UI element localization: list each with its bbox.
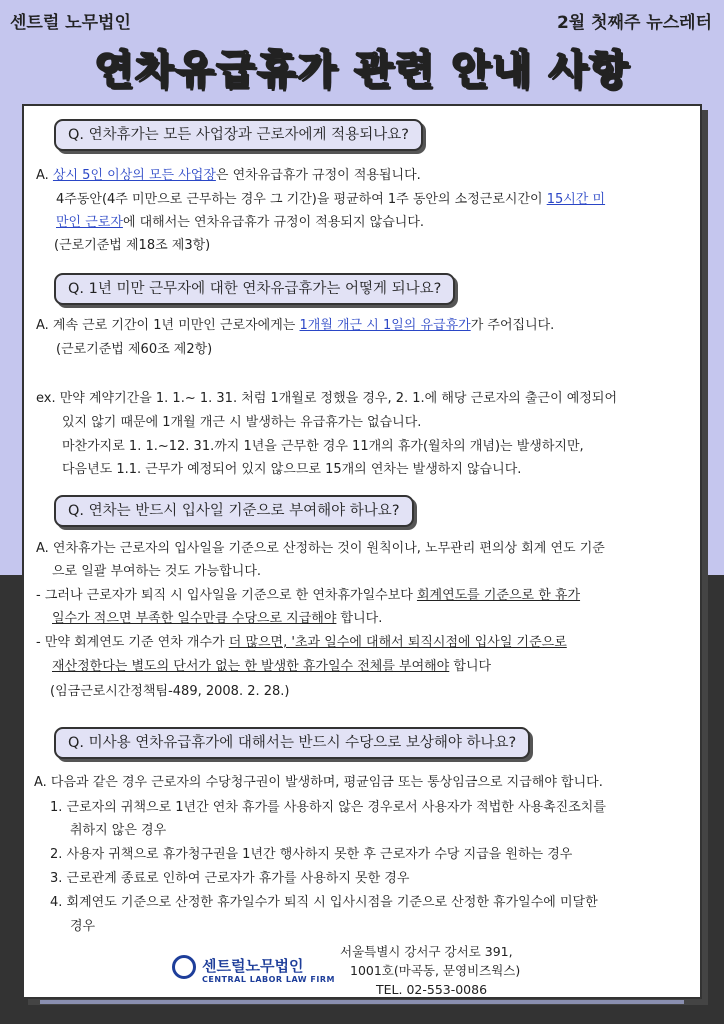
logo-emblem-icon [172,955,196,979]
logo-text: 센트럴노무법인 [202,957,304,975]
q4-item-3: 3. 근로관계 종료로 인하여 근로자가 휴가를 사용하지 못한 경우 [50,871,410,886]
q3-answer-line-4: 일수가 적으면 부족한 일수만큼 수당으로 지급해야 합니다. [52,611,383,626]
page-title: 연차유급휴가 관련 안내 사항 [94,47,630,93]
q4-answer-line-1: A. 다음과 같은 경우 근로자의 수당청구권이 발생하며, 평균임금 또는 통상임금으로 지급해야 합니다. [34,775,603,790]
q2-example-line-4: 다음년도 1.1. 근무가 예정되어 있지 않으므로 15개의 연차는 발생하지 않습니다. [62,462,522,477]
logo-subtext: CENTRAL LABOR LAW FIRM [202,975,335,984]
q1-highlight-1: 상시 5인 이상의 모든 사업장 [52,168,216,183]
q3-answer-line-3: - 그러나 근로자가 퇴직 시 입사일을 기준으로 한 연차휴가일수보다 회계연도를 기준으로 한 휴가 [36,588,581,603]
q3-answer-line-6: 재산정한다는 별도의 단서가 없는 한 발생한 휴가일수 전체를 부여해야 합니다 [52,659,492,674]
address-line-2: 1001호(마곡동, 문영비즈웍스) [350,963,521,978]
q1-answer-line-1: A. 상시 5인 이상의 모든 사업장은 연차유급휴가 규정이 적용됩니다. [36,168,421,183]
issue-label: 2월 첫째주 뉴스레터 [556,13,712,33]
q3-answer-line-5: - 만약 회계연도 기준 연차 개수가 더 많으면, '초과 일수에 대해서 퇴직시점에 입사일 기준으로 [36,635,567,650]
question-4: Q. 미사용 연차유급휴가에 대해서는 반드시 수당으로 보상해야 하나요? [54,727,530,759]
q2-example-line-3: 마찬가지로 1. 1.~12. 31.까지 1년을 근무한 경우 11개의 휴가(월차의 개념)는 발생하지만, [62,439,584,454]
q1-citation: (근로기준법 제18조 제3항) [54,238,211,253]
q3-answer-line-2: 으로 일괄 부여하는 것도 가능합니다. [52,564,262,579]
content-card [22,104,702,999]
q4-item-2: 2. 사용자 귀책으로 휴가청구권을 1년간 행사하지 못한 후 근로자가 수당 지급을 원하는 경우 [50,847,573,862]
q1-highlight-3: 만인 근로자 [56,215,123,230]
q2-example-line-2: 있지 않기 때문에 1개월 개근 시 발생하는 유급휴가는 없습니다. [62,415,422,430]
q4-item-1: 1. 근로자의 귀책으로 1년간 연차 휴가를 사용하지 않은 경우로서 사용자가 적법한 사용촉진조치를 [50,800,606,815]
q4-item-1-cont: 취하지 않은 경우 [70,823,167,838]
q2-highlight: 1개월 개근 시 1일의 유급휴가 [299,318,471,333]
q2-answer-line-1: A. 계속 근로 기간이 1년 미만인 근로자에게는 1개월 개근 시 1일의 유급휴가가 주어집니다. [36,318,555,333]
q4-item-4: 4. 회계연도 기준으로 산정한 휴가일수가 퇴직 시 입사시점을 기준으로 산정한 휴가일수에 미달한 [50,895,598,910]
question-3: Q. 연차는 반드시 입사일 기준으로 부여해야 하나요? [54,495,414,527]
phone-number: TEL. 02-553-0086 [376,982,488,997]
q3-answer-line-1: A. 연차휴가는 근로자의 입사일을 기준으로 산정하는 것이 원칙이나, 노무관리 편의상 회계 연도 기준 [36,541,605,556]
question-1: Q. 연차휴가는 모든 사업장과 근로자에게 적용되나요? [54,119,423,151]
q2-citation: (근로기준법 제60조 제2항) [56,342,213,357]
q1-answer-line-2: 4주동안(4주 미만으로 근무하는 경우 그 기간)을 평균하여 1주 동안의 소정근로시간이 15시간 미 [56,192,606,207]
question-2: Q. 1년 미만 근무자에 대한 연차유급휴가는 어떻게 되나요? [54,273,455,305]
address-line-1: 서울특별시 강서구 강서로 391, [340,944,513,959]
q1-highlight-2: 15시간 미 [546,192,606,207]
firm-name: 센트럴 노무법인 [10,13,131,33]
q2-example-line-1: ex. 만약 계약기간을 1. 1.~ 1. 31. 처럼 1개월로 정했을 경우, 2. 1.에 해당 근로자의 출근이 예정되어 [36,391,617,406]
q3-citation: (임금근로시간정책팀-489, 2008. 2. 28.) [50,684,290,699]
q4-item-4-cont: 경우 [70,919,96,934]
q1-answer-line-3: 만인 근로자에 대해서는 연차유급휴가 규정이 적용되지 않습니다. [56,215,425,230]
footer-divider [40,1000,684,1004]
